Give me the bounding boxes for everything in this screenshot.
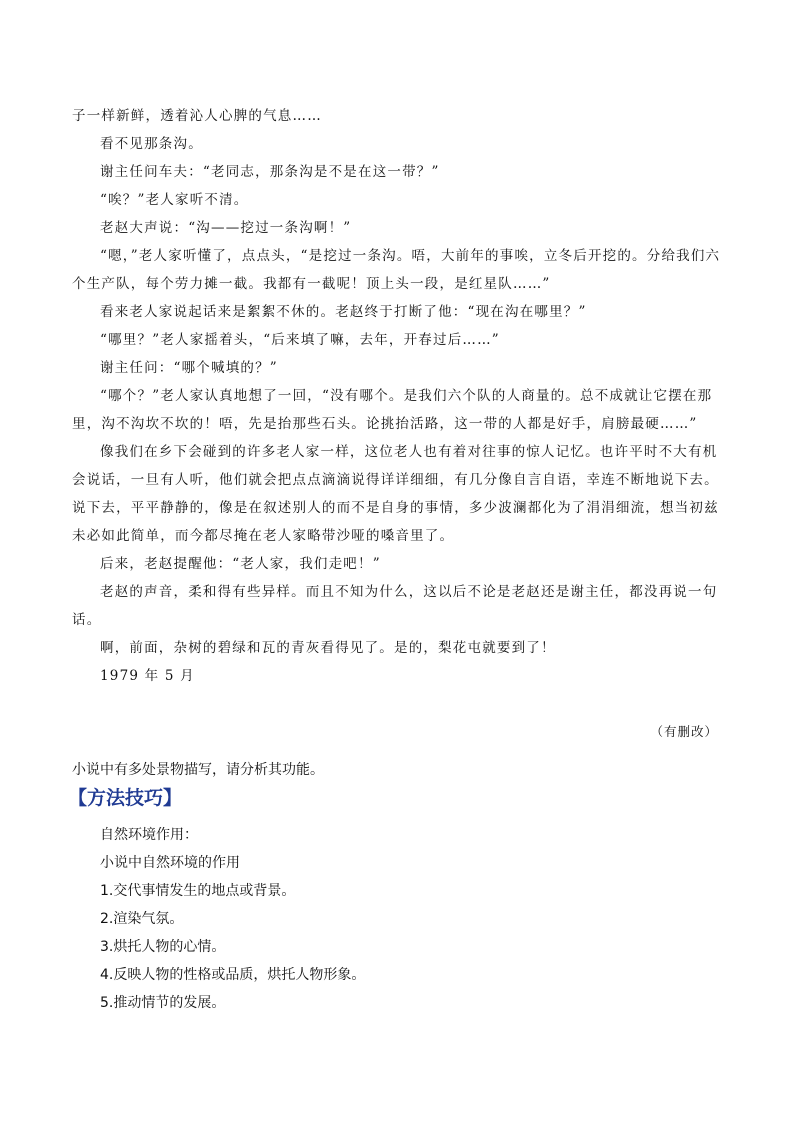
story-line: 像我们在乡下会碰到的许多老人家一样，这位老人也有着对往事的惊人记忆。也许平时不大有机会说话，一旦有人听，他们就会把点点滴滴说得详详细细，有几分像自言自语，幸连不断地说下去。说下去，平平静静的，像是在叙述别人的而不是自身的事情，多少波澜都化为了涓涓细流，想当初兹未必如此简单，而今都尽掩在老人家略带沙哑的嗓音里了。 bbox=[72, 444, 719, 544]
method-item: 2.渲染气氛。 bbox=[100, 911, 184, 927]
story-line: 子一样新鲜，透着沁人心脾的气息…… bbox=[72, 108, 322, 124]
question-text: 小说中有多处景物描写，请分析其功能。 bbox=[72, 762, 324, 778]
method-item: 5.推动情节的发展。 bbox=[100, 995, 226, 1011]
story-line: 看不见那条沟。 bbox=[100, 136, 203, 152]
story-line: 老赵的声音，柔和得有些异样。而且不知为什么，这以后不论是老赵还是谢主任，都没再说一句话。 bbox=[72, 584, 718, 628]
method-heading: 【方法技巧】 bbox=[68, 787, 183, 809]
story-line: 后来，老赵提醒他：“老人家，我们走吧！” bbox=[100, 556, 381, 572]
method-item: 1.交代事情发生的地点或背景。 bbox=[100, 883, 296, 899]
story-line: 谢主任问：“哪个喊填的？” bbox=[100, 360, 278, 376]
method-item: 自然环境作用： bbox=[100, 827, 198, 843]
story-line: 看来老人家说起话来是絮絮不休的。老赵终于打断了他：“现在沟在哪里？” bbox=[100, 304, 587, 320]
method-list bbox=[100, 821, 365, 1017]
story-line: “唉？”老人家听不清。 bbox=[100, 192, 249, 208]
method-item: 4.反映人物的性格或品质，烘托人物形象。 bbox=[100, 967, 366, 983]
story-line: 谢主任问车夫：“老同志，那条沟是不是在这一带？” bbox=[100, 164, 440, 180]
story-excerpt bbox=[72, 102, 727, 690]
story-line: 啊，前面，杂树的碧绿和瓦的青灰看得见了。是的，梨花屯就要到了！ bbox=[100, 640, 556, 656]
story-date: 1979 年 5 月 bbox=[100, 668, 195, 684]
method-item: 小说中自然环境的作用 bbox=[100, 855, 240, 871]
story-line: “哪个？”老人家认真地想了一回，“没有哪个。是我们六个队的人商量的。总不成就让它摆在那里，沟不沟坎不坎的！唔，先是抬那些石头。论挑抬活路，这一带的人都是好手，肩膀最硬……” bbox=[72, 388, 713, 432]
method-item: 3.烘托人物的心情。 bbox=[100, 939, 226, 955]
story-line: “嗯，”老人家听懂了，点点头，“是挖过一条沟。唔，大前年的事唉，立冬后开挖的。分给我们六个生产队，每个劳力摊一截。我都有一截呢！顶上头一段，是红星队……” bbox=[72, 248, 721, 292]
story-line: “哪里？”老人家摇着头，“后来填了嘛，去年，开春过后……” bbox=[100, 332, 500, 348]
story-line: 老赵大声说：“沟——挖过一条沟啊！” bbox=[100, 220, 352, 236]
source-note: （有删改） bbox=[650, 724, 718, 739]
